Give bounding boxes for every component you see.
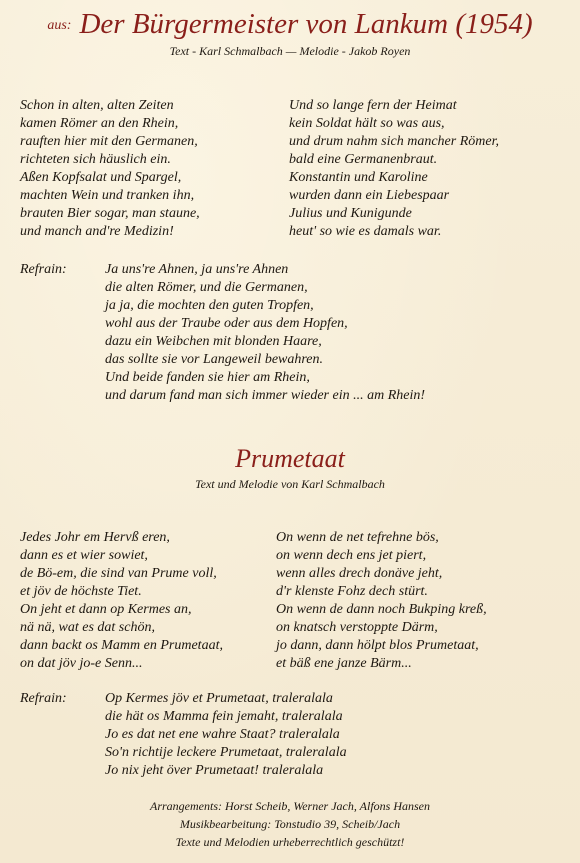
- refrain-line: Op Kermes jöv et Prumetaat, traleralala: [105, 691, 333, 706]
- refrain-line: dazu ein Weibchen mit blonden Haare,: [105, 334, 322, 349]
- verse-line: dann backt os Mamm en Prumetaat,: [20, 638, 223, 653]
- verse-line: richteten sich häuslich ein.: [20, 152, 171, 167]
- song2-subtitle: Text und Melodie von Karl Schmalbach: [195, 477, 385, 491]
- refrain-line: die alten Römer, und die Germanen,: [105, 280, 308, 295]
- verse-line: kamen Römer an den Rhein,: [20, 116, 179, 131]
- verse-line: rauften hier mit den Germanen,: [20, 134, 198, 149]
- song1-subtitle: Text - Karl Schmalbach — Melodie - Jakob Royen: [169, 44, 411, 58]
- verse-line: et jöv de höchste Tiet.: [20, 584, 142, 599]
- credits: [0, 797, 580, 851]
- song2-refrain: [105, 690, 347, 780]
- verse-line: On wenn de net tefrehne bös,: [276, 530, 439, 545]
- credits-line: Arrangements: Horst Scheib, Werner Jach, Alfons Hansen: [150, 799, 430, 813]
- verse-line: kein Soldat hält so was aus,: [289, 116, 445, 131]
- verse-line: Julius und Kunigunde: [289, 206, 412, 221]
- verse-line: nä nä, wat es dat schön,: [20, 620, 155, 635]
- refrain-line: ja ja, die mochten den guten Tropfen,: [105, 298, 314, 313]
- verse-line: machten Wein und tranken ihn,: [20, 188, 195, 203]
- refrain-line: das sollte sie vor Langeweil bewahren.: [105, 352, 324, 367]
- song1-refrain: [105, 261, 425, 405]
- song1-refrain-label: Refrain:: [20, 262, 67, 277]
- refrain-line: Jo es dat net ene wahre Staat? traleralala: [105, 727, 340, 742]
- verse-line: Aßen Kopfsalat und Spargel,: [20, 170, 182, 185]
- credits-line: Musikbearbeitung: Tonstudio 39, Scheib/Jach: [179, 817, 401, 831]
- song1-heading: [0, 8, 580, 41]
- verse-line: bald eine Germanenbraut.: [289, 152, 438, 167]
- verse-line: et bäß ene janze Bärm...: [276, 656, 412, 671]
- verse-line: dann es et wier sowiet,: [20, 548, 148, 563]
- verse-line: on dat jöv jo-e Senn...: [20, 656, 143, 671]
- refrain-line: So'n richtije leckere Prumetaat, traleralala: [105, 745, 347, 760]
- verse-line: on knatsch verstoppte Därm,: [276, 620, 438, 635]
- song2-verse-left: [20, 529, 223, 673]
- refrain-line: die hät os Mamma fein jemaht, traleralala: [105, 709, 343, 724]
- song1-source-prefix: aus:: [47, 18, 72, 33]
- verse-line: und manch and're Medizin!: [20, 224, 174, 239]
- song1-title: Der Bürgermeister von Lankum (1954): [79, 8, 533, 40]
- verse-line: brauten Bier sogar, man staune,: [20, 206, 200, 221]
- verse-line: d'r klenste Fohz dech stürt.: [276, 584, 428, 599]
- verse-line: on wenn dech ens jet piert,: [276, 548, 427, 563]
- refrain-line: Jo nix jeht över Prumetaat! traleralala: [105, 763, 324, 778]
- refrain-line: Und beide fanden sie hier am Rhein,: [105, 370, 310, 385]
- verse-line: wurden dann ein Liebespaar: [289, 188, 450, 203]
- verse-line: On wenn de dann noch Bukping kreß,: [276, 602, 487, 617]
- verse-line: On jeht et dann op Kermes an,: [20, 602, 192, 617]
- song2-verse-right: [276, 529, 487, 673]
- song2-title: Prumetaat: [235, 444, 345, 473]
- verse-line: Jedes Johr em Hervß eren,: [20, 530, 170, 545]
- credits-line: Texte und Melodien urheberrechtlich geschützt!: [175, 835, 405, 849]
- verse-line: Konstantin und Karoline: [289, 170, 428, 185]
- refrain-line: Ja uns're Ahnen, ja uns're Ahnen: [105, 262, 289, 277]
- refrain-line: wohl aus der Traube oder aus dem Hopfen,: [105, 316, 348, 331]
- verse-line: jo dann, dann hölpt blos Prumetaat,: [276, 638, 479, 653]
- verse-line: heut' so wie es damals war.: [289, 224, 442, 239]
- song1-verse-right: [289, 97, 499, 241]
- song1-verse-left: [20, 97, 200, 241]
- verse-line: und drum nahm sich mancher Römer,: [289, 134, 499, 149]
- verse-line: Schon in alten, alten Zeiten: [20, 98, 174, 113]
- refrain-line: und darum fand man sich immer wieder ein ... am Rhein!: [105, 388, 426, 403]
- song2-refrain-label: Refrain:: [20, 691, 67, 706]
- verse-line: Und so lange fern der Heimat: [289, 98, 457, 113]
- verse-line: de Bö-em, die sind van Prume voll,: [20, 566, 217, 581]
- verse-line: wenn alles drech donäve jeht,: [276, 566, 443, 581]
